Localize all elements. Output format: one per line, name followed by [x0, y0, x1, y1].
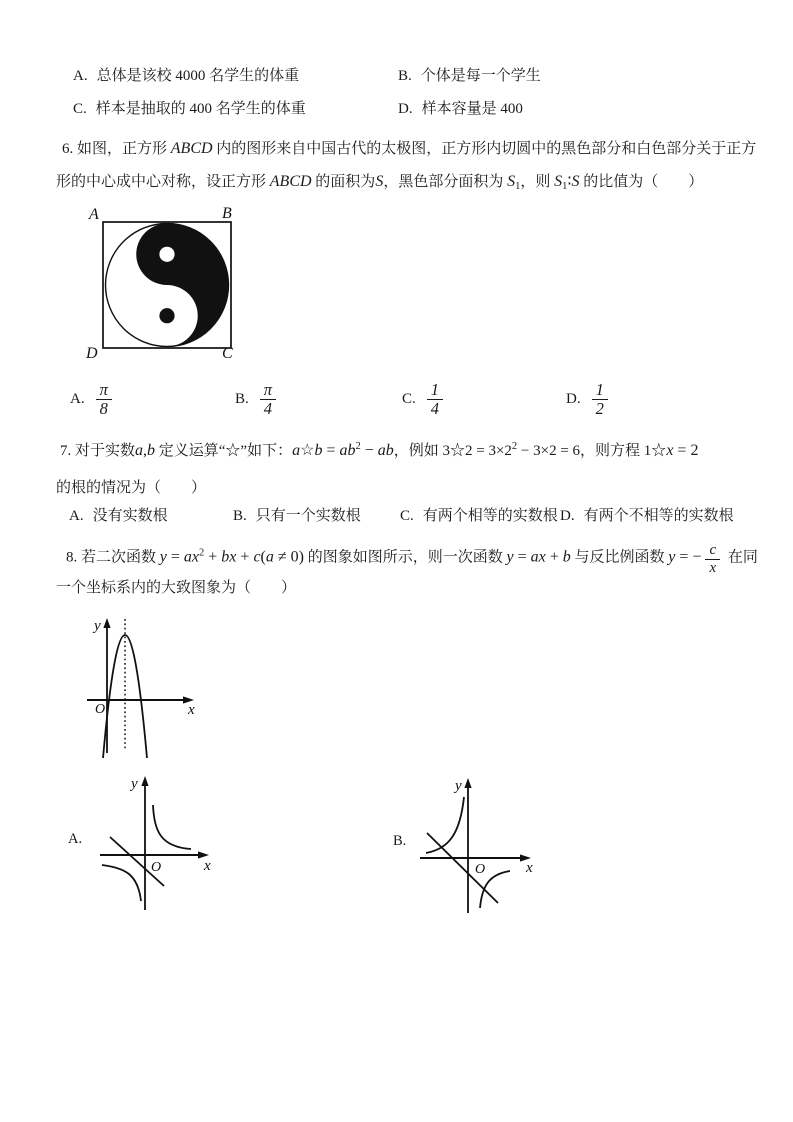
q7-option-c [400, 506, 558, 527]
text-segment: S [507, 173, 516, 190]
text-segment: 1 [515, 181, 521, 192]
option-label: A. [73, 68, 88, 84]
text-segment: ≠ 0) [273, 548, 304, 566]
hyperbola-branch-q2 [426, 797, 464, 853]
option-label: A. [70, 391, 85, 408]
text-segment: 形的中心成中心对称，设正方形 [56, 174, 270, 190]
text-segment: ，黑色部分面积为 [383, 174, 508, 190]
y-axis-label: y [131, 776, 138, 792]
fraction [592, 381, 608, 419]
option-text: 有两个相等的实数根 [422, 508, 558, 524]
text-segment: ，则 [520, 174, 555, 190]
option-text: 个体是每一个学生 [420, 68, 541, 84]
figure-option-b-label: B. [393, 833, 407, 849]
y-axis-arrow [141, 776, 148, 786]
text-segment: ab [377, 442, 394, 459]
text-segment: a [265, 548, 274, 566]
question-8-line-2 [56, 578, 296, 599]
text-segment: 6. 如图，正方形 [62, 141, 171, 157]
q7-option-d [560, 506, 734, 527]
text-segment: − 3×2 = 6，则方程 1☆ [517, 443, 667, 459]
hyperbola-branch-q3 [102, 865, 141, 901]
option-label: D. [560, 508, 575, 524]
text-segment: , [143, 442, 148, 459]
x-axis-label: x [526, 860, 533, 876]
corner-label-c: C [222, 345, 233, 362]
question-6-line-1 [62, 138, 756, 160]
corner-label-b: B [222, 205, 232, 222]
text-segment: y [506, 548, 514, 566]
y-axis-arrow [103, 618, 110, 628]
option-text: 样本容量是 400 [421, 101, 523, 117]
fraction-numerator: π [263, 380, 273, 399]
stat-option-b [398, 66, 541, 87]
inline-fraction: $\frac{c}{x}$ [705, 542, 720, 576]
text-segment: a [135, 442, 144, 459]
x-axis-label: x [204, 858, 211, 874]
text-segment: ab [339, 442, 356, 459]
y-axis-label: y [94, 618, 101, 634]
text-segment: ☆ [300, 442, 315, 459]
text-segment: 2 [199, 547, 205, 559]
text-segment: 8. 若二次函数 [66, 549, 160, 566]
q6-option-c [402, 381, 443, 419]
fraction [427, 381, 443, 419]
text-segment: c [253, 548, 261, 566]
option-label: B. [235, 391, 249, 408]
option-text: 总体是该校 4000 名学生的体重 [96, 68, 300, 84]
option-text: 只有一个实数根 [255, 508, 361, 524]
q6-option-d [566, 381, 608, 419]
text-segment: = [166, 548, 184, 566]
stat-option-c [73, 99, 306, 120]
white-dot [159, 247, 174, 262]
text-segment: b [314, 442, 323, 459]
text-segment: = [322, 442, 340, 459]
text-segment: + [204, 548, 222, 566]
q6-option-b [235, 381, 276, 419]
text-segment: y [159, 548, 167, 566]
option-text: 有两个不相等的实数根 [583, 508, 734, 524]
text-segment: y [668, 548, 676, 566]
fraction-numerator: 1 [430, 380, 440, 399]
fraction-denominator: 8 [96, 399, 112, 418]
text-segment: a [292, 442, 301, 459]
text-segment: ax [530, 548, 546, 566]
text-segment: 的面积为 [311, 174, 376, 190]
option-label: C. [73, 101, 87, 117]
text-segment: 与反比例函数 [570, 549, 669, 566]
black-dot [159, 308, 174, 323]
option-label: B. [398, 68, 412, 84]
text-segment: ∶ [567, 173, 572, 190]
corner-label-a: A [89, 206, 99, 223]
question-7-line-2 [56, 478, 206, 499]
option-label: C. [400, 508, 414, 524]
text-segment: 7. 对于实数 [60, 443, 136, 459]
fraction [96, 381, 112, 419]
question-8-line-1 [66, 541, 758, 575]
option-label: A. [69, 508, 84, 524]
text-segment: x [666, 442, 674, 459]
text-segment: = 2 [673, 442, 699, 459]
text-segment: 一个坐标系内的大致图象为（ ） [56, 580, 297, 596]
x-axis-label: x [188, 702, 195, 718]
text-segment: + [545, 548, 563, 566]
y-axis-arrow [464, 778, 471, 788]
fraction-numerator: 1 [595, 380, 604, 399]
text-segment: S [571, 173, 580, 190]
stat-option-a [73, 66, 299, 87]
text-segment: bx [221, 548, 237, 566]
q7-option-a [69, 506, 168, 527]
taiji-figure [80, 200, 245, 365]
question-6-line-2 [56, 171, 703, 195]
text-segment: − [360, 442, 378, 459]
text-segment: S [375, 173, 384, 190]
q7-option-b [233, 506, 361, 527]
origin-label: O [475, 862, 486, 877]
text-segment: b [562, 548, 571, 566]
text-segment: 2 [511, 441, 518, 452]
fraction-numerator: π [99, 380, 108, 399]
option-text: 没有实数根 [92, 508, 168, 524]
origin-label: O [151, 860, 162, 875]
option-label: D. [398, 101, 413, 117]
text-segment: 的比值为（ ） [579, 174, 704, 190]
text-segment: 1 [562, 181, 568, 192]
text-segment: 的图象如图所示，则一次函数 [303, 549, 507, 566]
line-graph [427, 833, 498, 903]
q6-option-a [70, 381, 112, 419]
fraction-denominator: 4 [427, 399, 443, 418]
text-segment: ax [183, 548, 200, 566]
text-segment: ABCD [269, 173, 312, 190]
option-label: C. [402, 391, 416, 408]
option-label: D. [566, 391, 581, 408]
hyperbola-option-b-figure [418, 775, 568, 923]
text-segment: ABCD [170, 140, 213, 157]
parabola-figure [84, 616, 198, 758]
text-segment: S [554, 173, 563, 190]
fraction [260, 381, 276, 419]
text-segment: 2 [355, 441, 361, 452]
text-segment: ，例如 3☆2 = 3×2 [393, 443, 512, 459]
fraction-denominator: 2 [592, 399, 608, 418]
figure-option-a-label: A. [68, 831, 83, 847]
question-7-line-1 [60, 440, 698, 462]
hyperbola-option-a-figure [98, 775, 216, 917]
text-segment: ( [260, 548, 266, 566]
text-segment: = − [675, 548, 702, 566]
option-label: B. [233, 508, 247, 524]
text-segment: 的根的情况为（ ） [56, 480, 207, 496]
text-segment: + [236, 548, 254, 566]
corner-label-d: D [86, 345, 98, 362]
fraction-denominator: 4 [260, 399, 276, 418]
stat-option-d [398, 99, 523, 120]
text-segment: b [147, 442, 156, 459]
text-segment: 在同 [724, 549, 758, 566]
option-text: 样本是抽取的 400 名学生的体重 [95, 101, 306, 117]
hyperbola-branch-q1 [153, 805, 191, 849]
parabola-curve [103, 635, 147, 758]
origin-label: O [95, 702, 106, 717]
text-segment: = [513, 548, 531, 566]
text-segment: 内的图形来自中国古代的太极图，正方形内切圆中的黑色部分和白色部分关于正方 [212, 141, 757, 157]
y-axis-label: y [455, 778, 462, 794]
text-segment: 定义运算“☆”如下： [155, 443, 293, 459]
